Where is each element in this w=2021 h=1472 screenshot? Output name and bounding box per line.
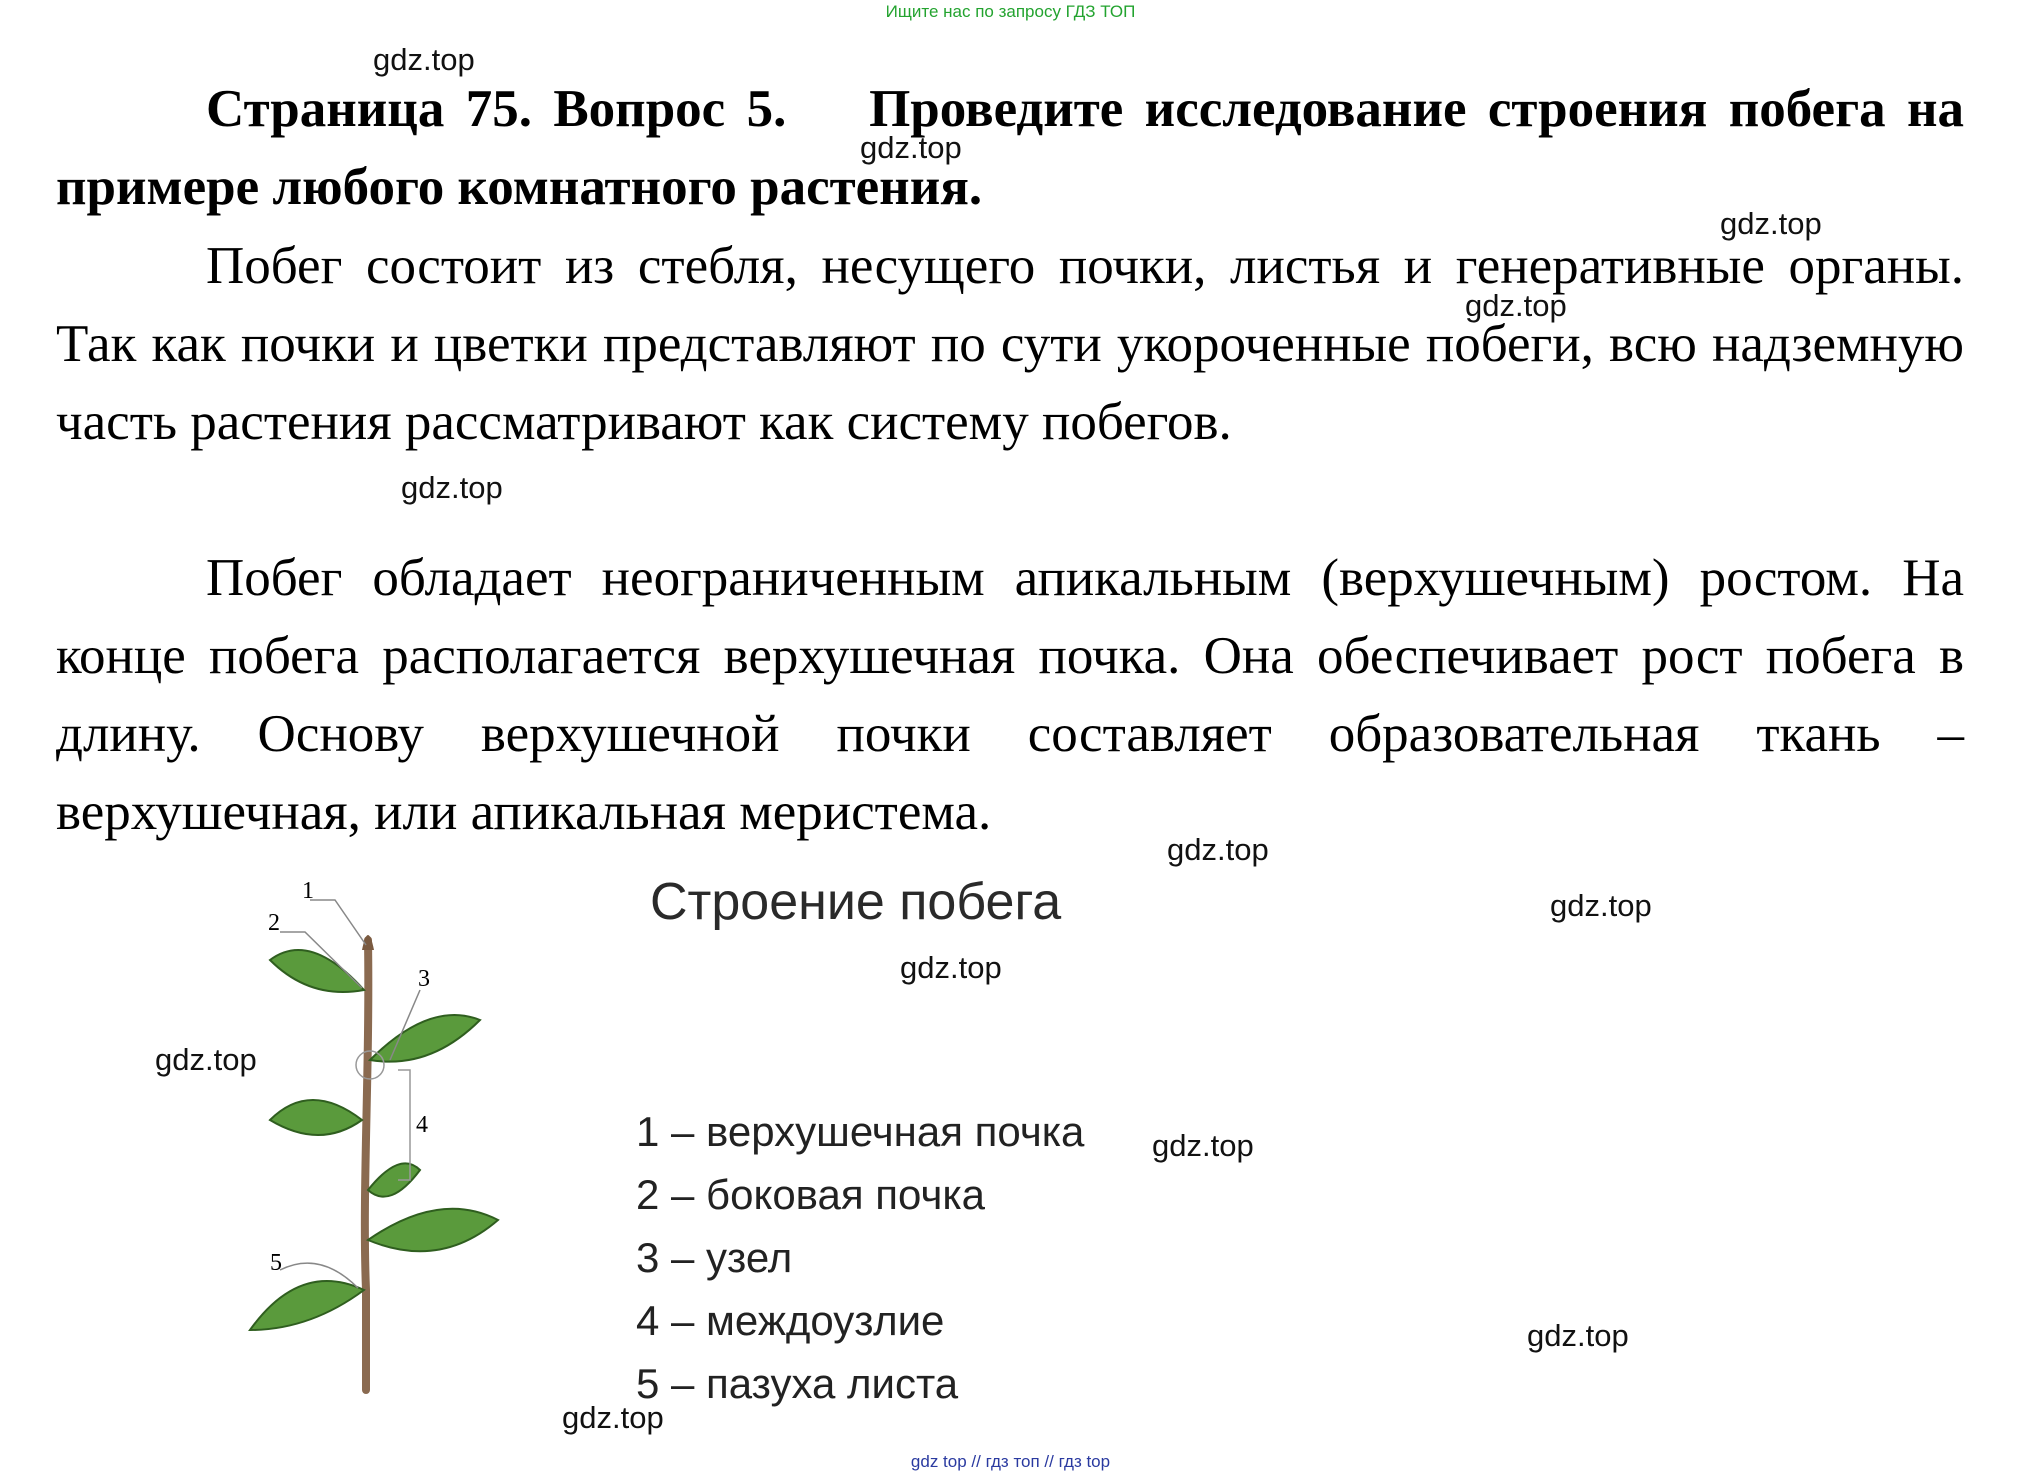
watermark: gdz.top — [1550, 888, 1652, 923]
callout-3: 3 — [418, 966, 430, 992]
legend-item: 2 – боковая почка — [636, 1171, 986, 1218]
shoot-diagram — [230, 870, 530, 1410]
leaf — [368, 1163, 420, 1196]
question-heading — [56, 70, 1964, 226]
top-banner[interactable]: Ищите нас по запросу ГДЗ ТОП — [885, 2, 1136, 21]
figure-legend — [636, 1100, 1084, 1415]
callout-4: 4 — [416, 1112, 428, 1138]
question-number: Страница 75. Вопрос 5. — [206, 80, 787, 138]
legend-item: 3 – узел — [636, 1234, 793, 1281]
leaf — [270, 950, 364, 992]
stem — [365, 940, 368, 1390]
paragraph-1: Побег состоит из стебля, несущего почки, листья и генеративные органы. Так как почки и цветки представляют по сути укороченные побеги, всю надземную часть растения рассматривают как систему побегов. — [56, 237, 1964, 451]
leaf — [368, 1209, 498, 1252]
callout-2: 2 — [268, 910, 280, 936]
watermark: gdz.top — [401, 470, 503, 505]
watermark: gdz.top — [155, 1042, 257, 1077]
leaf — [270, 1100, 362, 1135]
leaf — [370, 1015, 480, 1062]
callout-1: 1 — [302, 878, 314, 904]
legend-item: 4 – междоузлие — [636, 1297, 945, 1344]
paragraph-2: Побег обладает неограниченным апикальным (верхушечным) ростом. На конце побега располагается верхушечная почка. Она обеспечивает рост побега в длину. Основу верхушечной почки составляет образовательная ткань – верхушечная, или апикальная меристема. — [56, 549, 1964, 841]
watermark: gdz.top — [373, 42, 475, 77]
legend-item: 5 – пазуха листа — [636, 1360, 959, 1407]
question-text: Проведите исследование строения побега на примере любого комнатного растения. — [56, 80, 1965, 216]
watermark: gdz.top — [860, 130, 962, 165]
watermark: gdz.top — [562, 1400, 664, 1435]
watermark: gdz.top — [1720, 206, 1822, 241]
figure-title: Строение побега — [650, 873, 1062, 931]
watermark: gdz.top — [1465, 288, 1567, 323]
watermark: gdz.top — [900, 950, 1002, 985]
watermark: gdz.top — [1527, 1318, 1629, 1353]
callout-5: 5 — [270, 1250, 282, 1276]
watermark: gdz.top — [1152, 1128, 1254, 1163]
legend-item: 1 – верхушечная почка — [636, 1108, 1085, 1155]
watermark: gdz.top — [1167, 832, 1269, 867]
footer-links[interactable]: gdz top // гдз топ // гдз top — [910, 1452, 1111, 1471]
leaf — [250, 1281, 364, 1330]
